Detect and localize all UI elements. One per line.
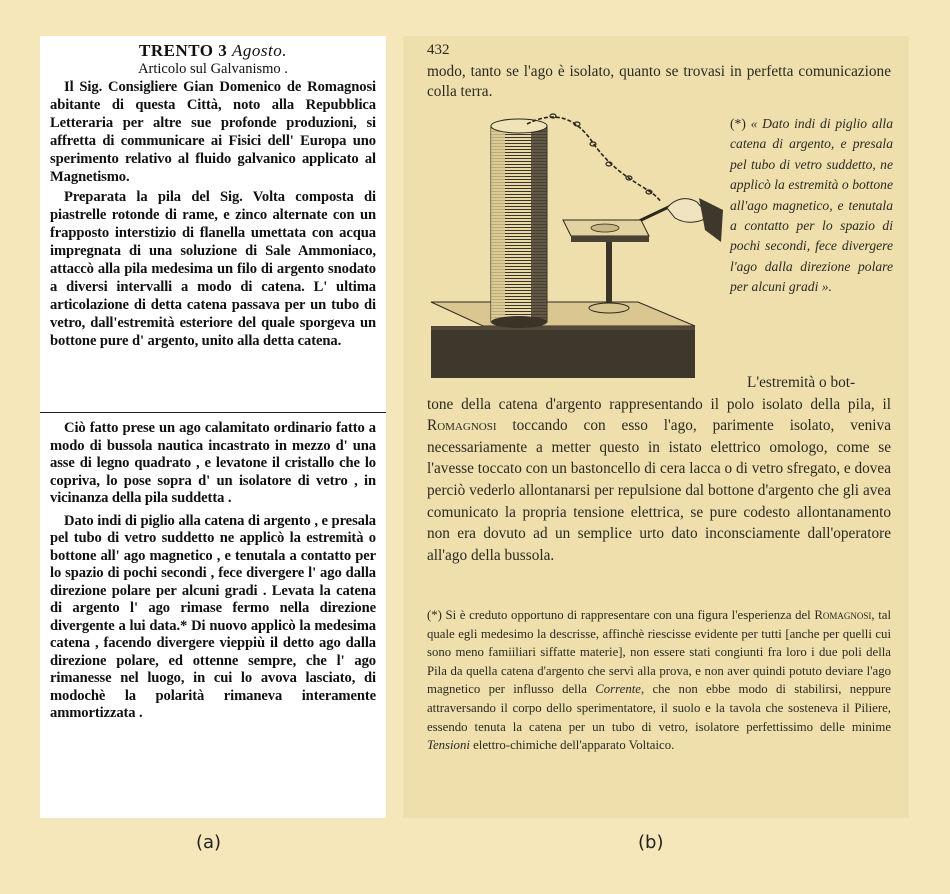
footnote-part-4: elettro-chimiche dell'apparato Voltaico. <box>473 738 675 753</box>
dateline-month: Agosto. <box>232 41 287 60</box>
page-number: 432 <box>427 42 450 58</box>
footnote-tensioni: Tensioni <box>427 738 470 753</box>
body-first-line: L'estremità o bot- <box>747 374 856 391</box>
dateline <box>50 42 376 60</box>
article-subhead: Articolo sul Galvanismo . <box>138 61 288 77</box>
footnote-part-2: , tal quale egli medesimo la descrisse, affinchè riescisse evidente per tutti [anche per quelli cui sono meno famiiliari siffatte materie], non essere stati congiunti fra loro i due poli della Pila da quella catena d'argento che servì alla prova, e non aver quindi potuto deviare l'ago magnetico per influsso della <box>427 608 891 697</box>
newspaper-clipping <box>40 36 386 818</box>
clipping-bottom-section <box>50 420 376 723</box>
body-romagnosi-name: Romagnosi <box>427 417 497 435</box>
figure-caption <box>730 114 893 298</box>
clipping-paragraph-1: Il Sig. Consigliere Gian Domenico de Romagnosi abitante di questa Città, noto alla Repubblica Letteraria per altre sue profonde produzioni, si affretta di communicare ai Fisici dell' Europa uno sperimento relativo al fluido galvanico applicato al Magnetismo. <box>50 79 376 186</box>
body-text-part-2: toccando con esso l'ago, parimente isolato, veniva necessariamente a metter questo in istato elettrico omologo, come se l'avesse toccato con un bastoncello di cera lacca o di vetro sfregato, e dovea perciò vederlo allontanarsi per repulsione dal bottone d'argento che gli avea comunicato la propria tensione elettrica, se pure codesto allontanamento non era dovuto ad un semplice urto dato inconsciamente dall'operatore all'ago della bussola. <box>427 417 892 564</box>
glass-isolator-stand <box>563 220 649 313</box>
clipping-paragraph-3: Ciò fatto prese un ago calamitato ordinario fatto a modo di bussola nautica incastrato in mezzo d' una asse di legno quadrato , e levatone il cristallo che lo copriva, lo pose sopra d' un isolatore di vetro , in vicinanza della pila suddetta . <box>50 420 376 506</box>
clipping-divider <box>40 412 386 413</box>
footnote-corrente: Corrente <box>595 682 641 697</box>
footnote-romagnosi-name: Romagnosi <box>814 608 872 622</box>
table-front <box>431 326 695 378</box>
clipping-paragraph-2: Preparata la pila del Sig. Volta composta di piastrelle rotonde di rame, e zinco alternate con un frapposto interstizio di flanella umettata con acqua impregnata di una soluzione di Sale Ammoniaco, attaccò alla pila medesima un filo di argento snodato a diversi intervalli a modo di catena. L' ultima articolazione di detta catena passava per un tubo di vetro, dall'estremità esteriore del quale sporgeva un bottone pure d' argento, unito alla detta catena. <box>50 188 376 350</box>
footnote-part-3: , che non ebbe modo di stabilirsi, neppure attraversando il corpo dello sperimentatore, il suolo e la tavola che sosteneva il Piliere, essendo tenuta la catena per un tubo di vetro, isolatore perfettissimo delle minime <box>427 682 891 734</box>
voltaic-pile-column <box>491 119 547 328</box>
clipping-top-section <box>50 42 376 350</box>
clipping-paragraph-4: Dato indi di piglio alla catena di argento , e presala pel tubo di vetro suddetto ne applicò la estremità o bottone all' ago magnetico , e tenutala a contatto per lo spazio di pochi secondi , fece divergere l' ago dalla direzione polare per alcuni gradi . Levata la catena di argento l' ago rimase fermo nella direzione divergente a lui data.* Di nuovo applicò la medesima catena , facendo divergere vieppiù il detto ago dalla direzione polare, ed ottenne sempre, che l' ago rimanesse nel luogo, in cui lo avova lasciato, di modochè la polarità rimaneva interamente ammortizzata . <box>50 512 376 721</box>
dateline-city: TRENTO 3 <box>139 41 228 60</box>
caption-footnote-mark: (*) <box>730 116 746 131</box>
voltaic-pile-engraving <box>423 112 723 378</box>
hand-holding-tube <box>667 198 723 242</box>
footnote-part-1: (*) Si è creduto opportuno di rappresentare con una figura l'esperienza del <box>427 608 811 622</box>
book-page <box>403 36 909 818</box>
footnote <box>427 606 891 755</box>
body-text-part-1: tone della catena d'argento rappresentando il polo isolato della pila, il <box>427 395 891 413</box>
table-top <box>431 302 695 326</box>
caption-text: « Dato indi di piglio alla catena di argento, e presala pel tubo di vetro suddetto, ne applicò la estremità o bottone all'ago magnetico, e tenutala a contatto per lo spazio di pochi secondi, fece divergere l'ago dalla direzione polare per alcuni gradi ». <box>730 116 893 295</box>
lead-paragraph: modo, tanto se l'ago è isolato, quanto se trovasi in perfetta comunicazione colla terra. <box>427 63 891 100</box>
body-paragraph <box>427 372 891 566</box>
panel-label-a: (a) <box>196 832 222 853</box>
panel-label-b: (b) <box>638 832 664 853</box>
